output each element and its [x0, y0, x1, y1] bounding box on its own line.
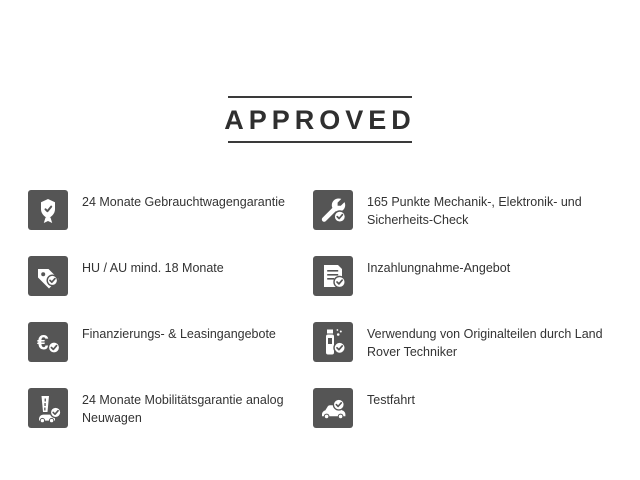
spray-can-check-icon: [313, 322, 353, 362]
feature-item: [28, 190, 308, 232]
divider-bottom: [228, 141, 412, 143]
header: [0, 96, 640, 143]
feature-item: [313, 388, 640, 430]
road-assistance-icon: [28, 388, 68, 428]
badge-check-icon: [28, 190, 68, 230]
page-title: APPROVED: [224, 105, 416, 135]
feature-item: [28, 256, 308, 298]
features-columns: [0, 190, 640, 454]
wrench-check-icon: [313, 190, 353, 230]
feature-label: 24 Monate Mobilitätsgarantie analog Neuwagen: [82, 393, 284, 425]
feature-item: [313, 322, 640, 364]
feature-label: Inzahlungnahme-Angebot: [367, 261, 511, 275]
divider-top: [228, 96, 412, 98]
feature-item: [28, 322, 308, 364]
document-check-icon: [313, 256, 353, 296]
svg-text:€: €: [37, 331, 49, 355]
feature-item: [313, 190, 640, 232]
feature-item: [313, 256, 640, 298]
feature-label: Verwendung von Originalteilen durch Land Rover Techniker: [367, 327, 603, 359]
feature-label: Finanzierungs- & Leasingangebote: [82, 327, 276, 341]
feature-label: 165 Punkte Mechanik-, Elektronik- und Sicherheits-Check: [367, 195, 582, 227]
features-column-right: [308, 190, 640, 454]
tag-check-icon: [28, 256, 68, 296]
feature-label: HU / AU mind. 18 Monate: [82, 261, 224, 275]
feature-label: 24 Monate Gebrauchtwagengarantie: [82, 195, 285, 209]
euro-check-icon: [28, 322, 68, 362]
feature-label: Testfahrt: [367, 393, 415, 407]
features-column-left: [0, 190, 308, 454]
approved-logo: [224, 96, 416, 143]
feature-item: [28, 388, 308, 430]
car-check-icon: [313, 388, 353, 428]
